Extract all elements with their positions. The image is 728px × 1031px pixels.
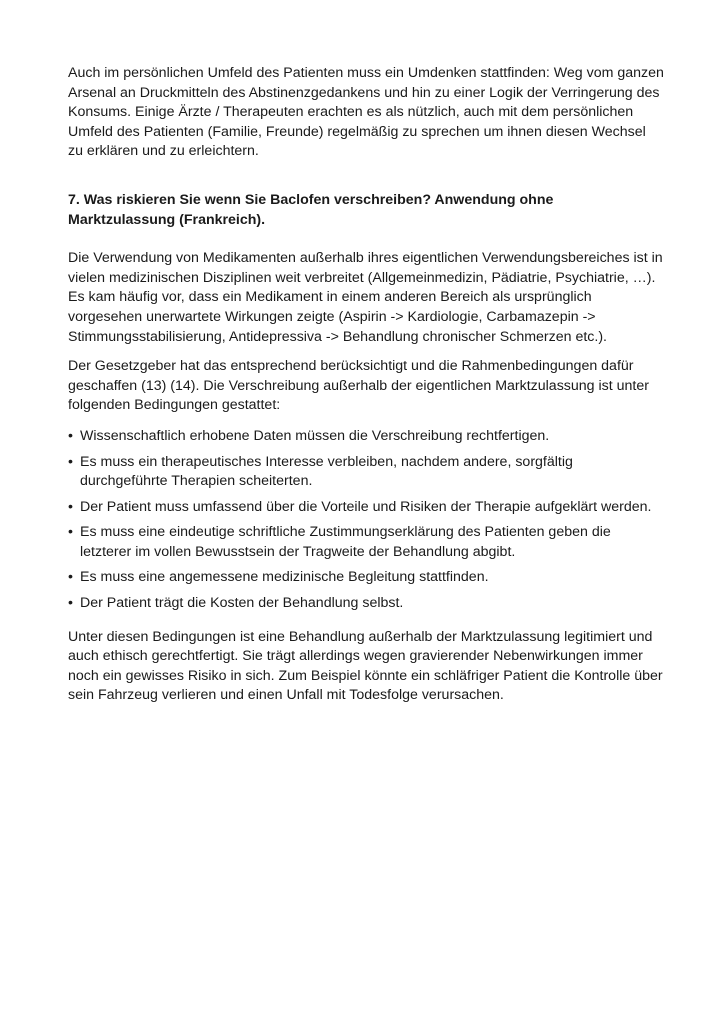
list-item-text: Der Patient trägt die Kosten der Behandlung selbst. (80, 595, 404, 612)
list-item (68, 427, 664, 447)
list-item-text: Es muss eine eindeutige schriftliche Zustimmungserklärung des Patienten geben die letzterer im vollen Bewusstsein der Tragweite der Behandlung abgibt. (80, 524, 611, 560)
list-item (68, 453, 664, 492)
bullet-icon: • (68, 453, 73, 470)
document-page (68, 64, 664, 706)
list-item (68, 523, 664, 562)
bullet-icon: • (68, 569, 73, 586)
section-heading: 7. Was riskieren Sie wenn Sie Baclofen verschreiben? Anwendung ohne Marktzulassung (Frankreich). (68, 191, 554, 228)
intro-paragraph: Auch im persönlichen Umfeld des Patienten muss ein Umdenken stattfinden: Weg vom ganzen Arsenal an Druckmitteln des Abstinenzgedankens und hin zu einer Logik der Verringerung des Konsums. Einige Ärzte / Therapeuten erachten es als nützlich, auch mit dem persönlichen Umfeld des Patienten (Familie, Freunde) regelmäßig zu sprechen um ihnen diesen Wechsel zu erklären und zu erleichtern. (68, 65, 664, 160)
list-item (68, 568, 664, 588)
list-item-text: Wissenschaftlich erhobene Daten müssen die Verschreibung rechtfertigen. (80, 427, 550, 444)
list-item (68, 498, 664, 518)
bullet-icon: • (68, 524, 73, 541)
conditions-list (68, 427, 664, 614)
list-item-text: Es muss ein therapeutisches Interesse verbleiben, nachdem andere, sorgfältig durchgeführte Therapien scheiterten. (80, 453, 573, 490)
usage-paragraph: Die Verwendung von Medikamenten außerhalb ihres eigentlichen Verwendungsbereiches ist in vielen medizinischen Disziplinen weit verbreitet (Allgemeinmedizin, Pädiatrie, Psychiatrie, …). Es kam häufig vor, dass ein Medikament in einem anderen Bereich als ursprünglich vorgesehen unerwartete Wirkungen zeigte (Aspirin -> Kardiologie, Carbamazepin -> Stimmungsstabilisierung, Antidepressiva -> Behandlung chronischer Schmerzen etc.). (68, 250, 663, 345)
bullet-icon: • (68, 498, 73, 515)
conclusion-paragraph: Unter diesen Bedingungen ist eine Behandlung außerhalb der Marktzulassung legitimiert und auch ethisch gerechtfertigt. Sie trägt allerdings wegen gravierender Nebenwirkungen immer noch ein gewisses Risiko in sich. Zum Beispiel könnte ein schläfriger Patient die Kontrolle über sein Fahrzeug verlieren und einen Unfall mit Todesfolge verursachen. (68, 628, 663, 704)
list-item-text: Es muss eine angemessene medizinische Begleitung stattfinden. (80, 569, 489, 586)
list-item (68, 594, 664, 614)
bullet-icon: • (68, 595, 73, 612)
bullet-icon: • (68, 427, 73, 444)
list-item-text: Der Patient muss umfassend über die Vorteile und Risiken der Therapie aufgeklärt werden. (80, 498, 652, 515)
legislator-paragraph: Der Gesetzgeber hat das entsprechend berücksichtigt und die Rahmenbedingungen dafür geschaffen (13) (14). Die Verschreibung außerhalb der eigentlichen Marktzulassung ist unter folgenden Bedingungen gestattet: (68, 358, 649, 414)
